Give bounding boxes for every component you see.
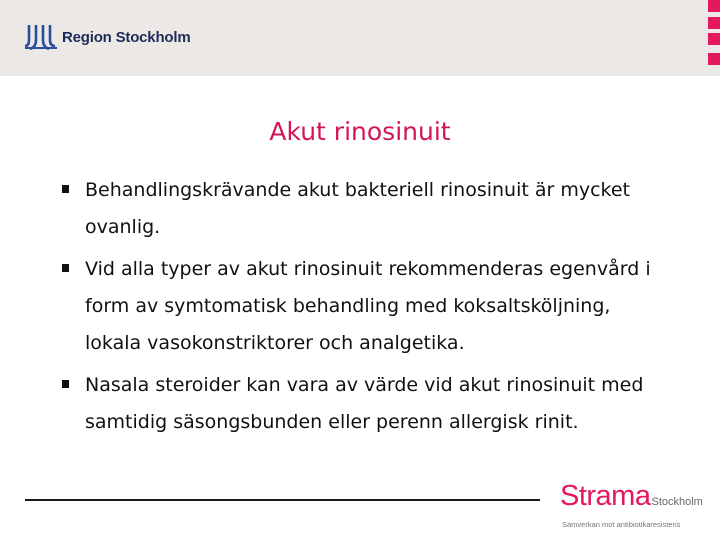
square-icon <box>708 17 720 29</box>
bullet-text: Vid alla typer av akut rinosinuit rekommenderas egenvård i form av symtomatisk behandling med koksaltsköljning, lokala vasokonstriktorer och analgetika. <box>85 258 651 354</box>
strama-brand: Strama <box>560 480 651 512</box>
header-bar <box>0 0 720 76</box>
square-icon <box>708 0 720 12</box>
bullet-text: Nasala steroider kan vara av värde vid akut rinosinuit med samtidig säsongsbunden eller perenn allergisk rinit. <box>85 374 644 433</box>
square-bullet-icon <box>62 185 69 193</box>
region-stockholm-emblem-icon <box>24 24 58 50</box>
decorative-squares <box>708 0 720 76</box>
bullet-item <box>62 172 662 246</box>
footer-divider <box>25 499 540 501</box>
strama-city: Stockholm <box>651 496 703 508</box>
logo-text: Region Stockholm <box>62 28 191 46</box>
square-icon <box>708 33 720 45</box>
square-icon <box>708 53 720 65</box>
bullet-item <box>62 367 662 441</box>
bullet-text: Behandlingskrävande akut bakteriell rinosinuit är mycket ovanlig. <box>85 179 631 238</box>
slide-title: Akut rinosinuit <box>269 117 451 146</box>
square-bullet-icon <box>62 264 69 272</box>
region-stockholm-logo <box>24 24 190 50</box>
strama-logo <box>560 480 703 513</box>
square-bullet-icon <box>62 380 69 388</box>
strama-tagline: Samverkan mot antibiotikaresistens <box>562 520 681 529</box>
bullet-item <box>62 251 662 362</box>
bullet-list <box>62 172 662 441</box>
